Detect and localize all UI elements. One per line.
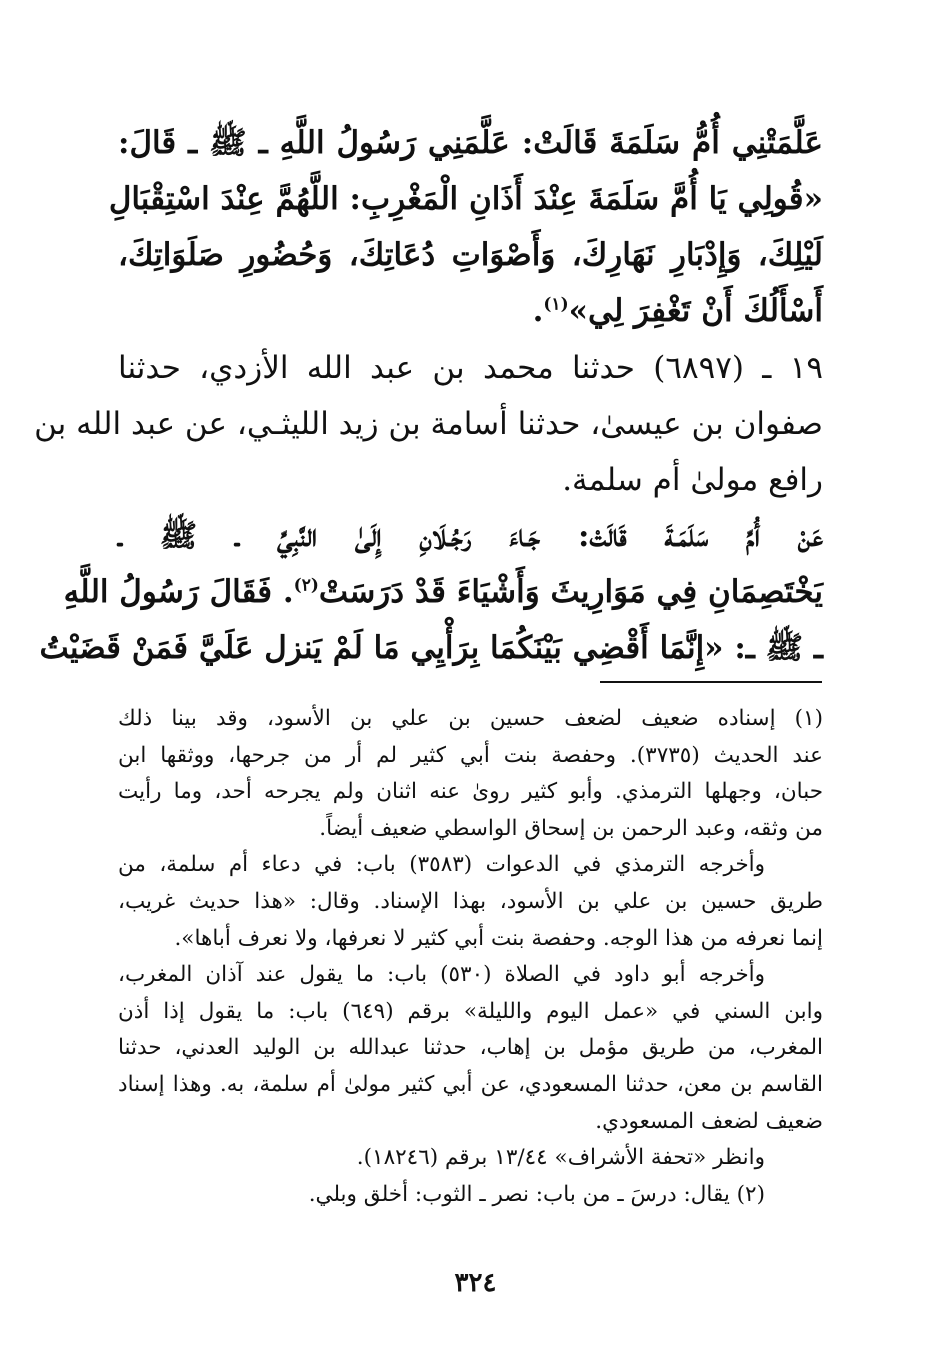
note-line: حبان، وجهلها الترمذي. وأبو كثير روىٰ عنه اثنان ولم يجرحه أحد، وما رأيت bbox=[118, 779, 823, 805]
text-line: رافع مولىٰ أم سلمة. bbox=[562, 462, 823, 498]
note-line: عند الحديث (٣٧٣٥). وحفصة بنت أبي كثير لم أر من جرحها، ووثقها ابن bbox=[118, 742, 823, 768]
text-line: عَنْ أُمِّ سَلَمَـةَ قَالَتْ: جَـاءَ رَجُـلَانِ إِلَىٰ النَّبِيِّ ـ ﷺ ـ bbox=[118, 518, 823, 554]
note-line: ضعيف لضعف المسعودي. bbox=[595, 1108, 823, 1134]
isnad-paragraph bbox=[34, 340, 823, 508]
text-line: عَلَّمَتْنِي أُمُّ سَلَمَةَ قَالَتْ: عَلَّمَنِي رَسُولُ اللَّهِ ـ ﷺ ـ قَالَ: bbox=[118, 125, 823, 161]
footnote-divider bbox=[600, 681, 822, 683]
text-line: «قُولِي يَا أُمَّ سَلَمَةَ عِنْدَ أَذَانِ الْمَغْرِبِ: اللَّهُمَّ عِنْدَ اسْتِقْبَالِ bbox=[108, 181, 823, 217]
note-line: (١) إسناده ضعيف لضعف حسين بن علي بن الأسود، وقد بينا ذلك bbox=[118, 706, 823, 731]
note-line: وانظر «تحفة الأشراف» ١٣/٤٤ برقم (١٨٢٤٦). bbox=[356, 1145, 765, 1171]
note-line: القاسم بن معن، حدثنا المسعودي، عن أبي كثير مولىٰ أم سلمة، به. وهذا إسناد bbox=[118, 1071, 823, 1097]
text-line: ـ ﷺ ـ: «إِنَّمَا أَقْضِي بَيْنَكُمَا بِرَأْيِي مَا لَمْ يَنزل عَلَيَّ فَمَنْ قَضَيْتُ bbox=[39, 630, 823, 666]
note-line: (٢) يقال: درسَ ـ من باب: نصر ـ الثوب: أخلق وبلي. bbox=[308, 1181, 765, 1207]
note-line: إنما نعرفه من هذا الوجه. وحفصة بنت أبي كثير لا نعرفها، ولا نعرف أباها». bbox=[174, 925, 823, 951]
note-line: وأخرجه أبو داود في الصلاة (٥٣٠) باب: ما يقول عند آذان المغرب، bbox=[118, 962, 765, 988]
page-number: ٣٢٤ bbox=[454, 1268, 497, 1298]
footnote-ref: (١) bbox=[543, 294, 569, 315]
text-line: صفوان بن عيسىٰ، حدثنا أسامة بن زيد الليثـي، عن عبد الله بن bbox=[34, 406, 823, 442]
text-line: لَيْلِكَ، وَإِدْبَارِ نَهَارِكَ، وَأَصْوَاتِ دُعَاتِكَ، وَحُضُورِ صَلَوَاتِكَ، bbox=[118, 237, 823, 273]
text-line: يَخْتَصِمَانِ فِي مَوَارِيثَ وَأَشْيَاءَ قَدْ دَرَسَتْ$^{(٢)}$. فَقَالَ رَسُولُ اللَّهِ bbox=[63, 574, 823, 610]
footnote-ref: (٢) bbox=[293, 575, 319, 596]
text-line: أَسْأَلُكَ أَنْ تَغْفِرَ لِي»$^{(١)}$. bbox=[532, 293, 823, 329]
text-line: ١٩ ـ (٦٨٩٧) حدثنا محمد بن عبد الله الأزدي، حدثنا bbox=[118, 350, 823, 386]
note-line: من وثقه، وعبد الرحمن بن إسحاق الواسطي ضعيف أيضاً. bbox=[319, 815, 823, 841]
footnotes bbox=[118, 701, 823, 1213]
hadith-text-1 bbox=[108, 115, 823, 339]
note-line: وابن السني في «عمل اليوم والليلة» برقم (٦٤٩) باب: ما يقول إذا أذن bbox=[118, 998, 823, 1024]
note-line: وأخرجه الترمذي في الدعوات (٣٥٨٣) باب: في دعاء أم سلمة، من bbox=[118, 852, 765, 878]
note-line: طريق حسين بن علي بن الأسود، بهذا الإسناد. وقال: «هذا حديث غريب، bbox=[118, 888, 823, 914]
note-line: المغرب، من طريق مؤمل بن إهاب، حدثنا عبدالله بن الوليد العدني، حدثنا bbox=[118, 1035, 823, 1061]
hadith-text-2 bbox=[39, 508, 823, 676]
